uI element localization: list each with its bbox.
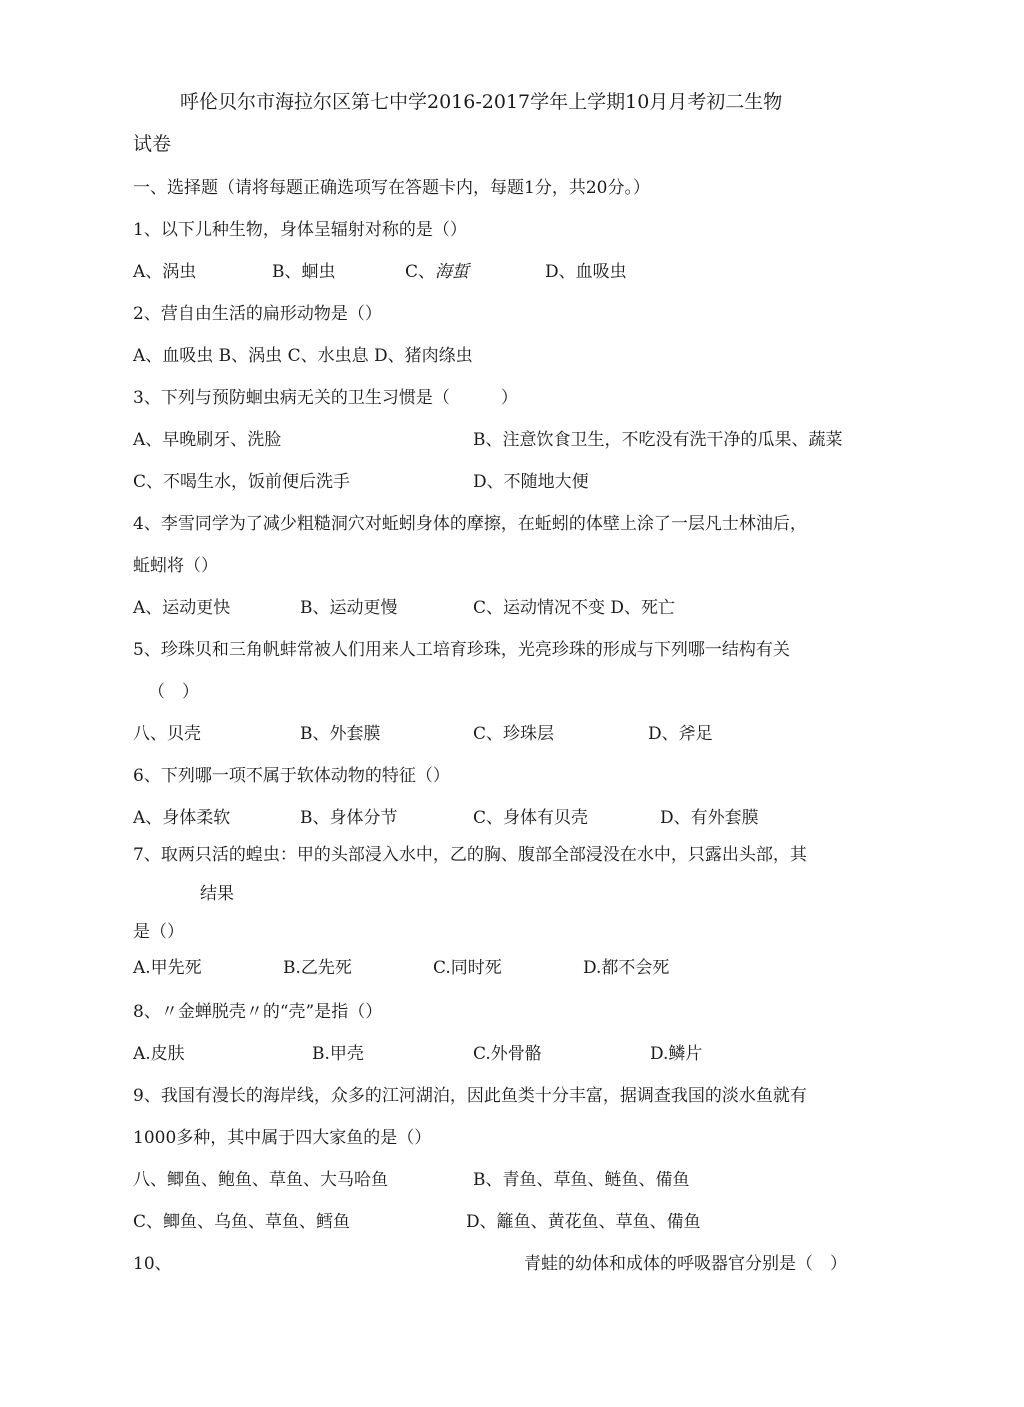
option-a: A.甲先死 (133, 958, 202, 978)
option-a: 八、贝壳 (133, 724, 201, 744)
paper-title-line2: 试卷 (133, 133, 172, 155)
question-10-number: 10、 (133, 1254, 172, 1274)
option-c: C、不喝生水，饭前便后洗手 (133, 472, 351, 492)
option-b: B.甲壳 (312, 1044, 364, 1064)
option-d: D、不随地大便 (473, 472, 589, 492)
option-a: A、运动更快 (133, 598, 231, 618)
question-2-options: A、血吸虫 B、涡虫 C、水虫息 D、猪肉绦虫 (133, 346, 473, 366)
question-9-stem-line1: 9、我国有漫长的海岸线，众多的江河湖泊，因此鱼类十分丰富，据调查我国的淡水鱼就有 (133, 1086, 807, 1106)
question-7-stem-line2: 结果 (200, 884, 234, 904)
question-1-stem: 1、以下儿种生物，身体呈辐射对称的是（） (133, 220, 467, 240)
option-d: D、血吸虫 (545, 262, 627, 282)
option-d: D、籬鱼、黄花鱼、草鱼、備鱼 (466, 1212, 701, 1232)
option-d: D.鳞片 (650, 1044, 703, 1064)
option-a: A.皮肤 (133, 1044, 185, 1064)
option-c (405, 260, 469, 284)
section-heading: 一、选择题（请将每题正确选项写在答题卡内，每题1分，共20分。） (133, 178, 650, 198)
paper-title-line1: 呼伦贝尔市海拉尔区第七中学2016-2017学年上学期10月月考初二生物 (180, 91, 783, 113)
question-5-stem-line1: 5、珍珠贝和三角帆蚌常被人们用来人工培育珍珠，光亮珍珠的形成与下列哪一结构有关 (133, 640, 790, 660)
option-b: B、身体分节 (300, 808, 398, 828)
option-c-text: 海蜇 (435, 262, 470, 282)
question-9-stem-line2: 1000多种，其中属于四大家鱼的是（） (133, 1128, 432, 1148)
option-a: A、早晚刷牙、洗脸 (133, 430, 282, 450)
option-d: D.都不会死 (583, 958, 670, 978)
option-c-prefix: C、 (405, 262, 436, 282)
option-b: B、外套膜 (300, 724, 381, 744)
question-4-stem-line2: 蚯蚓将（） (133, 556, 218, 576)
question-5-stem-line2: （ ） (148, 682, 199, 702)
option-c: C.外骨骼 (473, 1044, 542, 1064)
question-4-stem-line1: 4、李雪同学为了减少粗糙洞穴对蚯蚓身体的摩擦，在蚯蚓的体壁上涂了一层凡士林油后， (133, 514, 807, 534)
option-d: D、斧足 (648, 724, 713, 744)
question-6-stem: 6、下列哪一项不属于软体动物的特征（） (133, 766, 450, 786)
option-a: A、身体柔软 (133, 808, 231, 828)
question-2-stem: 2、营自由生活的扁形动物是（） (133, 304, 382, 324)
option-c: C、鲫鱼、乌鱼、草鱼、鳕鱼 (133, 1212, 351, 1232)
question-7-stem-line3: 是（） (133, 922, 184, 942)
option-cd: C、运动情况不变 D、死亡 (473, 598, 676, 618)
option-c: C.同时死 (433, 958, 502, 978)
option-b: B、蛔虫 (272, 262, 336, 282)
question-8-stem: 8、〃金蝉脱壳〃的“壳”是指（） (133, 1002, 383, 1022)
option-a: A、涡虫 (133, 262, 197, 282)
option-c: C、珍珠层 (473, 724, 555, 744)
question-3-stem: 3、下列与预防蛔虫病无关的卫生习惯是（ ） (133, 388, 518, 408)
option-b: B.乙先死 (283, 958, 352, 978)
question-7-stem-line1: 7、取两只活的蝗虫：甲的头部浸入水中，乙的胸、腹部全部浸没在水中，只露出头部，其 (133, 845, 807, 865)
option-c: C、身体有贝壳 (473, 808, 589, 828)
option-d: D、有外套膜 (660, 808, 759, 828)
option-a: 八、鲫鱼、鲍鱼、草鱼、大马哈鱼 (133, 1170, 388, 1190)
option-b: B、运动更慢 (300, 598, 398, 618)
option-b: B、青鱼、草鱼、鲢鱼、備鱼 (473, 1170, 690, 1190)
option-b: B、注意饮食卫生，不吃没有洗干净的瓜果、蔬菜 (473, 430, 843, 450)
question-10-stem: 青蛙的幼体和成体的呼吸器官分别是（ ） (524, 1254, 847, 1274)
